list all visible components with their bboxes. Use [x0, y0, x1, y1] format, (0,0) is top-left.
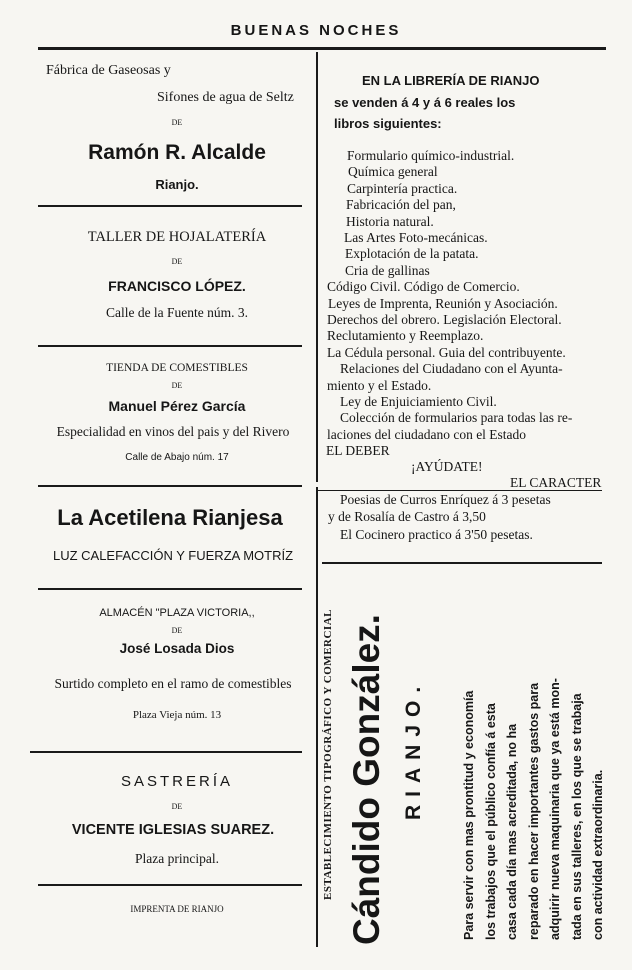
el-deber: EL DEBER: [326, 443, 390, 458]
book-list-item: Relaciones del Ciudadano con el Ayunta-: [340, 361, 563, 377]
establecimiento-text-line: adquirir nueva maquinaria que ya está mon-: [548, 678, 562, 940]
book-list-item: Colección de formularios para todas las re-: [340, 410, 573, 426]
sastreria-de: DE: [171, 802, 183, 811]
book-list-item: Leyes de Imprenta, Reunión y Asociación.: [328, 295, 558, 311]
book-list-item: Fabricación del pan,: [346, 197, 456, 213]
sastreria-title: SASTRERÍA: [120, 773, 234, 790]
gaseosas-name: Ramón R. Alcalde: [88, 141, 266, 164]
book-list-item: Formulario químico-industrial.: [347, 148, 515, 163]
ayudate: ¡AYÚDATE!: [411, 459, 483, 474]
section-rule: [38, 588, 302, 590]
almacen-title: ALMACÉN "PLAZA VICTORIA,,: [99, 607, 255, 619]
hojalateria-address: Calle de la Fuente núm. 3.: [105, 305, 249, 320]
column-divider-lower: [316, 487, 318, 947]
establecimiento-text-line: los trabajos que el público confía á esta: [483, 703, 498, 940]
establecimiento-text-line: tada en sus talleres, en los que se trabaja: [569, 693, 584, 940]
section-rule: [38, 485, 302, 487]
book-list-item: laciones del ciudadano con el Estado: [327, 426, 527, 442]
almacen-name: José Losada Dios: [119, 641, 235, 656]
section-rule: [38, 345, 302, 347]
acetilena-name: La Acetilena Rianjesa: [57, 505, 283, 530]
book-list-item: Explotación de la patata.: [345, 246, 479, 262]
establecimiento-name: Cándido González.: [346, 614, 387, 945]
section-rule: [30, 751, 302, 753]
sastreria-address: Plaza principal.: [135, 851, 219, 866]
book-list-item: Código Civil. Código de Comercio.: [327, 279, 520, 295]
hojalateria-title: TALLER DE HOJALATERÍA: [87, 229, 267, 245]
establecimiento-text-line: con actividad extraordinaria.: [591, 769, 605, 940]
imprenta-credit: IMPRENTA DE RIANJO: [130, 904, 224, 914]
section-rule: [316, 490, 602, 491]
establecimiento-text-line: reparado en hacer importantes gastos para: [526, 682, 541, 940]
comestibles-title: TIENDA DE COMESTIBLES: [106, 362, 248, 374]
book-list-item: Ley de Enjuiciamiento Civil.: [340, 394, 497, 409]
page-title: BUENAS NOCHES: [230, 22, 402, 39]
section-rule: [38, 884, 302, 886]
book-list-item: Derechos del obrero. Legislación Electoral.: [327, 312, 562, 327]
libreria-heading-3: libros siguientes:: [334, 116, 442, 131]
comestibles-specialty: Especialidad en vinos del pais y del Rivero: [56, 424, 290, 439]
gaseosas-line2: Sifones de agua de Seltz: [157, 90, 294, 105]
poesias-line2: y de Rosalía de Castro á 3,50: [328, 509, 486, 524]
section-rule: [38, 205, 302, 207]
sastreria-name: VICENTE IGLESIAS SUAREZ.: [71, 822, 275, 838]
comestibles-address: Calle de Abajo núm. 17: [125, 452, 229, 463]
book-list-item: Carpintería practica.: [347, 180, 458, 196]
comestibles-de: DE: [171, 381, 183, 390]
gaseosas-de: DE: [171, 118, 183, 127]
hojalateria-de: DE: [171, 257, 183, 266]
comestibles-name: Manuel Pérez García: [108, 398, 246, 414]
column-divider: [316, 52, 318, 482]
acetilena-tagline: LUZ CALEFACCIÓN Y FUERZA MOTRÍZ: [52, 548, 294, 563]
book-list-item: Química general: [348, 164, 438, 180]
almacen-address: Plaza Vieja núm. 13: [132, 709, 222, 721]
book-list-item: La Cédula personal. Guia del contribuyente.: [327, 344, 566, 360]
hojalateria-name: FRANCISCO LÓPEZ.: [108, 278, 246, 294]
establecimiento-text-line: casa cada día mas acreditada, no ha: [505, 723, 519, 940]
almacen-desc: Surtido completo en el ramo de comestibles: [54, 676, 292, 691]
book-list-item: Las Artes Foto-mecánicas.: [344, 230, 488, 245]
el-caracter: EL CARACTER: [510, 475, 602, 490]
establecimiento-text-line: Para servir con mas prontitud y economía: [462, 690, 476, 940]
book-list-item: Historia natural.: [346, 213, 434, 229]
header-rule: [38, 47, 606, 50]
establecimiento-title: ESTABLECIMIENTO TIPOGRÁFICO Y COMERCIAL: [322, 609, 334, 900]
cocinero: El Cocinero practico á 3'50 pesetas.: [340, 527, 533, 542]
book-list-item: Cria de gallinas: [345, 262, 430, 278]
gaseosas-line1: Fábrica de Gaseosas y: [46, 63, 171, 78]
establecimiento-place: RIANJO.: [402, 678, 425, 820]
libreria-heading-1: EN LA LIBRERÍA DE RIANJO: [362, 73, 540, 88]
libreria-heading-2: se venden á 4 y á 6 reales los: [334, 95, 516, 110]
gaseosas-place: Rianjo.: [155, 177, 199, 192]
book-list-item: Reclutamiento y Reemplazo.: [327, 328, 484, 344]
book-list-item: miento y el Estado.: [327, 377, 432, 393]
almacen-de: DE: [171, 626, 183, 635]
section-rule: [322, 562, 602, 564]
poesias-line1: Poesias de Curros Enríquez á 3 pesetas: [340, 492, 551, 507]
